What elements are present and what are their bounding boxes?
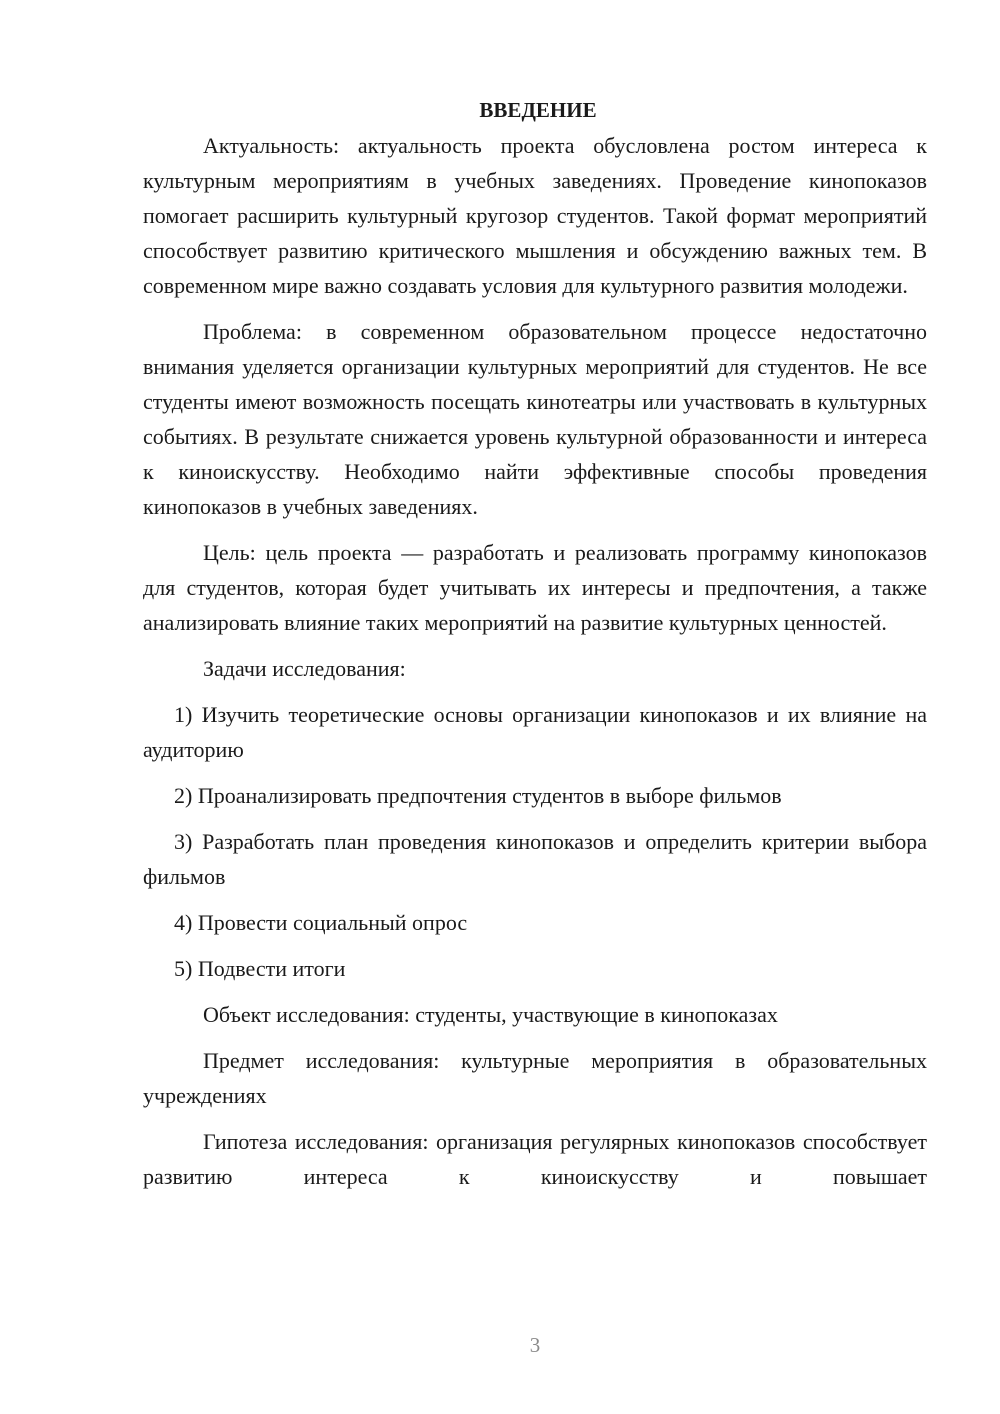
page-number: 3	[529, 1333, 541, 1357]
relevance-paragraph: Актуальность: актуальность проекта обусловлена ростом интереса к культурным мероприятиям в учебных заведениях. Проведение кинопоказов помогает расширить культурный кругозор студентов. Такой формат мероприятий способствует развитию критического мышления и обсуждению важных тем. В современном мире важно создавать условия для культурного развития молодежи.	[143, 133, 927, 298]
tasks-heading: Задачи исследования:	[203, 656, 406, 681]
task-item-4: 4) Провести социальный опрос	[174, 910, 468, 935]
task-item-5: 5) Подвести итоги	[174, 956, 346, 981]
hypothesis-text: Гипотеза исследования: организация регулярных кинопоказов способствует развитию интереса к киноискусству и повышает	[143, 1129, 927, 1189]
task-item-1: 1) Изучить теоретические основы организации кинопоказов и их влияние на аудиторию	[143, 702, 927, 762]
subject-paragraph: Предмет исследования: культурные мероприятия в образовательных учреждениях	[143, 1048, 927, 1108]
goal-paragraph: Цель: цель проекта — разработать и реализовать программу кинопоказов для студентов, которая будет учитывать их интересы и предпочтения, а также анализировать влияние таких мероприятий на развитие культурных ценностей.	[143, 540, 927, 635]
task-item-3: 3) Разработать план проведения кинопоказов и определить критерии выбора фильмов	[143, 829, 927, 889]
task-item-2: 2) Проанализировать предпочтения студентов в выборе фильмов	[174, 783, 782, 808]
hypothesis-paragraph	[143, 1124, 927, 1194]
page-title: ВВЕДЕНИЕ	[479, 98, 597, 122]
problem-paragraph: Проблема: в современном образовательном процессе недостаточно внимания уделяется организации культурных мероприятий для студентов. Не все студенты имеют возможность посещать кинотеатры или участвовать в культурных событиях. В результате снижается уровень культурной образованности и интереса к киноискусству. Необходимо найти эффективные способы проведения кинопоказов в учебных заведениях.	[143, 319, 927, 519]
object-paragraph: Объект исследования: студенты, участвующие в кинопоказах	[203, 1002, 778, 1027]
page-body	[143, 93, 927, 1194]
